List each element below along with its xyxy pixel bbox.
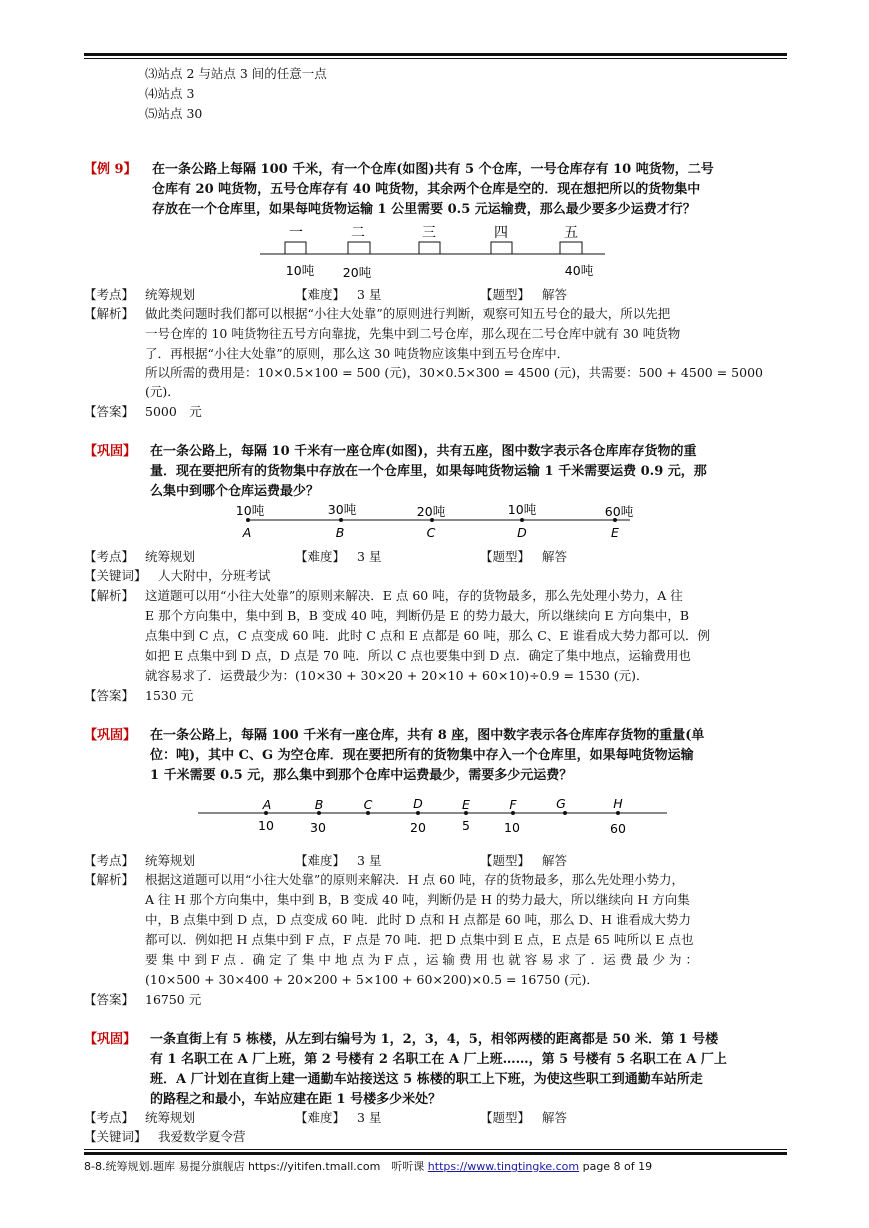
question-line: 量．现在要把所有的货物集中存放在一个仓库里，如果每吨货物运输 1 千米需要运费 0.9 元，那: [150, 464, 707, 479]
header-rule: [84, 53, 787, 56]
meta-value: 3 星: [357, 287, 382, 302]
station-letter: A: [262, 797, 272, 812]
keywords-key: 【关键词】: [84, 568, 147, 583]
weight-value: 20: [410, 820, 426, 835]
station-dot: [520, 518, 524, 522]
station-letter: H: [613, 796, 623, 811]
analysis-line: (10×500 + 30×400 + 20×200 + 5×100 + 60×200)×0.5 = 16750 (元)．: [145, 972, 599, 987]
meta-value: 解答: [542, 853, 568, 868]
question-line: 存放在一个仓库里，如果每吨货物运输 1 公里需要 0.5 元运输费，那么最少要多少运费才行？: [152, 202, 696, 217]
list-item: ⑶站点 2 与站点 3 间的任意一点: [145, 66, 327, 81]
warehouse-name: 四: [494, 225, 508, 241]
analysis-line: E 那个方向集中，集中到 B，B 变成 40 吨，判断仍是 E 的势力最大，所以继续向 E 方向集中，B: [145, 608, 690, 623]
analysis-line: 了．再根据“小往大处靠”的原则，那么这 30 吨货物应该集中到五号仓库中．: [145, 346, 570, 361]
station-letter: C: [426, 525, 436, 540]
analysis-line: 做此类问题时我们都可以根据“小往大处靠”的原则进行判断，观察可知五号仓的最大，所以先把: [145, 306, 671, 321]
meta-key: 【难度】: [295, 287, 346, 302]
analysis-key: 【解析】: [84, 306, 135, 321]
analysis-key: 【解析】: [84, 588, 135, 603]
footer: [84, 1158, 652, 1174]
answer-value: 1530 元: [145, 688, 194, 703]
station-dot: [339, 518, 343, 522]
keywords-key: 【关键词】: [84, 1129, 147, 1144]
analysis-line: 如把 E 点集中到 D 点，D 点是 70 吨．所以 C 点也要集中到 D 点．确定了集中地点，运输费用也: [145, 648, 691, 663]
warehouse-5: [560, 242, 582, 254]
warehouse-name: 二: [351, 225, 365, 241]
station-letter: B: [314, 797, 324, 812]
station-letter: E: [611, 525, 619, 540]
meta-value: 统筹规划: [145, 1110, 196, 1125]
meta-key: 【题型】: [480, 549, 531, 564]
weight-label: 20吨: [416, 504, 446, 519]
warehouse-name: 五: [564, 225, 578, 241]
answer-key: 【答案】: [84, 688, 135, 703]
footer-left-text: 8-8.统筹规划.题库 易提分旗舰店 https://yitifen.tmall.com 听听课: [84, 1160, 428, 1173]
question-line: 1 千米需要 0.5 元，那么集中到那个仓库中运费最少，需要多少元运费？: [150, 768, 573, 783]
answer-key: 【答案】: [84, 992, 135, 1007]
analysis-line: 一号仓库的 10 吨货物往五号方向靠拢，先集中到二号仓库，那么现在二号仓库中就有 30 吨货物: [145, 326, 681, 341]
analysis-line: 这道题可以用“小往大处靠”的原则来解决．E 点 60 吨，存的货物最多，那么先处理小势力，A 往: [145, 588, 683, 603]
question-line: 在一条公路上每隔 100 千米，有一个仓库(如图)共有 5 个仓库，一号仓库存有 10 吨货物，二号: [152, 162, 714, 177]
answer-value: 16750 元: [145, 992, 202, 1007]
weight-label: 40吨: [564, 263, 594, 278]
warehouse-3: [419, 242, 440, 254]
question-line: 仓库有 20 吨货物，五号仓库存有 40 吨货物，其余两个仓库是空的．现在想把所以的货物集中: [152, 182, 701, 197]
station-letter: D: [413, 796, 423, 811]
question-line: 有 1 名职工在 A 厂上班，第 2 号楼有 2 名职工在 A 厂上班……，第 5 号楼有 5 名职工在 A 厂上: [150, 1052, 727, 1067]
warehouse-name: 三: [422, 225, 436, 241]
footer-link[interactable]: https://www.tingtingke.com: [427, 1160, 580, 1173]
answer-key: 【答案】: [84, 404, 135, 419]
footer-rule-thin: [84, 1149, 787, 1150]
meta-value: 3 星: [357, 1110, 382, 1125]
weight-value: 10: [504, 820, 520, 835]
keywords-value: 我爱数学夏令营: [158, 1129, 246, 1144]
meta-key: 【难度】: [295, 1110, 346, 1125]
meta-key: 【题型】: [480, 1110, 531, 1125]
analysis-line: 要 集 中 到 F 点 ．确 定 了 集 中 地 点 为 F 点 ，运 输 费 用 也 就 容 易 求 了 ．运 费 最 少 为 ：: [145, 952, 699, 967]
meta-key: 【考点】: [84, 287, 135, 302]
example-tag: 【例 9】: [84, 162, 137, 177]
question-line: 么集中到哪个仓库运费最少？: [150, 484, 320, 499]
meta-value: 3 星: [357, 853, 382, 868]
warehouse-1: [285, 242, 306, 254]
weight-label: 10吨: [235, 503, 265, 518]
consolidation-tag: 【巩固】: [84, 1032, 137, 1047]
question-line: 的路程之和最小，车站应建在距 1 号楼多少米处？: [150, 1092, 442, 1107]
analysis-line: (元)．: [145, 384, 180, 399]
warehouse-2: [348, 242, 370, 254]
meta-key: 【考点】: [84, 853, 135, 868]
meta-key: 【考点】: [84, 1110, 135, 1125]
analysis-line: 根据这道题可以用“小往大处靠”的原则来解决．H 点 60 吨，存的货物最多，那么先处理小势力，: [145, 872, 685, 887]
meta-key: 【题型】: [480, 853, 531, 868]
list-item: ⑸站点 30: [145, 106, 203, 121]
meta-value: 统筹规划: [145, 287, 196, 302]
warehouse-figure-1: [250, 220, 630, 282]
station-dot: [616, 811, 620, 815]
page-number: page 8 of 19: [579, 1160, 653, 1173]
station-letter: C: [363, 797, 373, 812]
analysis-line: 就容易求了．运费最少为：(10×30 + 30×20 + 20×10 + 60×10)÷0.9 = 1530 (元)．: [145, 668, 649, 683]
question-line: 班．A 厂计划在直街上建一通勤车站接送这 5 栋楼的职工上下班，为使这些职工到通勤车站所走: [150, 1072, 703, 1087]
station-letter: F: [509, 797, 517, 812]
header-rule-thin: [84, 58, 787, 59]
meta-key: 【考点】: [84, 549, 135, 564]
analysis-line: 都可以．例如把 H 点集中到 F 点，F 点是 70 吨．把 D 点集中到 E 点，E 点是 65 吨所以 E 点也: [145, 932, 694, 947]
weight-label: 30吨: [327, 502, 357, 517]
station-letter: E: [462, 797, 470, 812]
answer-value: 5000 元: [145, 404, 202, 419]
meta-value: 统筹规划: [145, 549, 196, 564]
meta-value: 解答: [542, 549, 568, 564]
analysis-line: 中，B 点集中到 D 点，D 点变成 60 吨．此时 D 点和 H 点都是 60 吨，那么 D、H 谁看成大势力: [145, 912, 692, 927]
meta-key: 【难度】: [295, 549, 346, 564]
keywords-value: 人大附中，分班考试: [158, 568, 271, 583]
analysis-line: A 往 H 那个方向集中，集中到 B，B 变成 40 吨，判断仍是 H 的势力最大，所以继续向 H 方向集: [145, 892, 690, 907]
question-line: 位：吨)，其中 C、G 为空仓库．现在要把所有的货物集中存入一个仓库里，如果每吨货物运输: [150, 748, 694, 763]
consolidation-tag: 【巩固】: [84, 728, 137, 743]
station-dot: [563, 811, 567, 815]
station-letter: D: [517, 525, 527, 540]
weight-value: 5: [462, 818, 470, 833]
question-line: 在一条公路上，每隔 100 千米有一座仓库，共有 8 座，图中数字表示各仓库库存货物的重量(单: [150, 728, 705, 743]
weight-label: 60吨: [604, 504, 634, 519]
meta-key: 【题型】: [480, 287, 531, 302]
analysis-line: 所以所需的费用是：10×0.5×100 = 500 (元)，30×0.5×300 = 4500 (元)，共需要：500 + 4500 = 5000: [145, 365, 763, 380]
question-line: 在一条公路上，每隔 10 千米有一座仓库(如图)，共有五座，图中数字表示各仓库库存货物的重: [150, 444, 697, 459]
meta-value: 统筹规划: [145, 853, 196, 868]
weight-value: 10: [258, 818, 274, 833]
question-line: 一条直街上有 5 栋楼，从左到右编号为 1，2，3，4，5，相邻两楼的距离都是 50 米．第 1 号楼: [150, 1032, 719, 1047]
warehouse-figure-2: [225, 500, 645, 544]
analysis-key: 【解析】: [84, 872, 135, 887]
weight-value: 30: [310, 820, 326, 835]
station-letter: B: [335, 525, 345, 540]
station-dot: [246, 518, 250, 522]
warehouse-name: 一: [289, 225, 303, 241]
weight-label: 10吨: [507, 502, 537, 517]
weight-label: 10吨: [285, 263, 315, 278]
station-letter: G: [556, 796, 566, 811]
meta-value: 解答: [542, 1110, 568, 1125]
meta-value: 3 星: [357, 549, 382, 564]
list-item: ⑷站点 3: [145, 86, 195, 101]
analysis-line: 点集中到 C 点，C 点变成 60 吨．此时 C 点和 E 点都是 60 吨，那么 C、E 谁看成大势力都可以．例: [145, 628, 710, 643]
weight-value: 60: [610, 821, 626, 836]
station-dot: [416, 811, 420, 815]
consolidation-tag: 【巩固】: [84, 444, 137, 459]
warehouse-4: [491, 242, 512, 254]
meta-value: 解答: [542, 287, 568, 302]
warehouse-figure-3: [195, 795, 675, 839]
meta-key: 【难度】: [295, 853, 346, 868]
footer-rule: [84, 1152, 787, 1155]
station-letter: A: [242, 525, 252, 540]
weight-label: 20吨: [342, 265, 372, 280]
